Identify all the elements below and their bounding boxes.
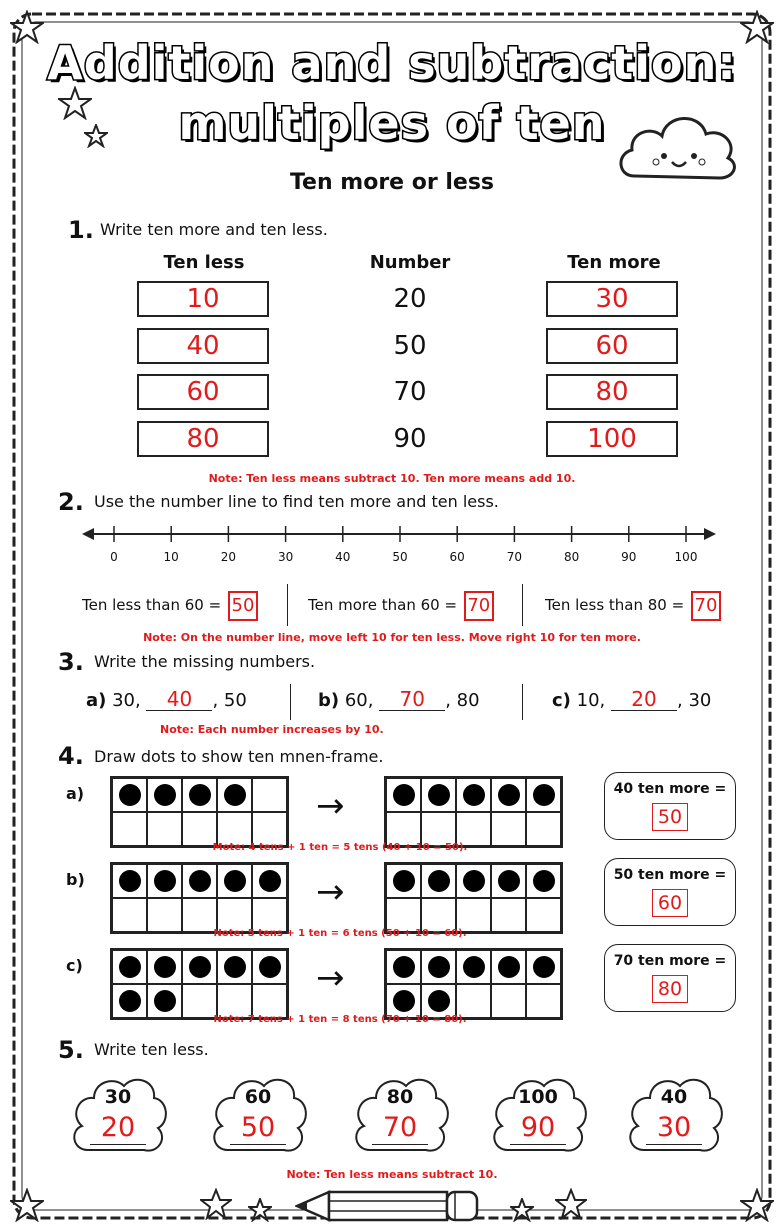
counter-dot xyxy=(463,870,485,892)
ten-frame-cell[interactable] xyxy=(182,950,217,984)
question-2-text: Use the number line to find ten more and ten less. xyxy=(94,492,499,511)
counter-dot xyxy=(533,784,555,806)
question-5-number: 5. xyxy=(58,1036,84,1064)
ten-frame-cell[interactable] xyxy=(491,812,526,846)
counter-dot xyxy=(498,956,520,978)
ten-frame-cell[interactable] xyxy=(217,812,252,846)
ten-frame-cell[interactable] xyxy=(182,898,217,932)
q3-letter: a) xyxy=(86,690,107,711)
ten-less-answer[interactable]: 40 xyxy=(137,328,269,364)
number-line-label: 90 xyxy=(621,550,637,564)
q3-last: , 50 xyxy=(212,690,247,711)
answer-line xyxy=(510,1144,566,1145)
q5-cloud-item xyxy=(624,1072,724,1152)
counter-dot xyxy=(533,870,555,892)
arrow-right-icon: → xyxy=(316,872,345,912)
ten-frame-cell[interactable] xyxy=(112,898,147,932)
q4-row-letter: a) xyxy=(66,784,85,803)
ten-frame-cell[interactable] xyxy=(491,984,526,1018)
ten-frame-cell[interactable] xyxy=(147,898,182,932)
ten-frame-cell[interactable] xyxy=(147,950,182,984)
counter-dot xyxy=(393,784,415,806)
divider xyxy=(522,584,523,626)
ten-frame-before[interactable] xyxy=(110,948,289,1020)
ten-frame-after[interactable] xyxy=(384,948,563,1020)
ten-frame-cell[interactable] xyxy=(182,864,217,898)
q4-row-letter: b) xyxy=(66,870,85,889)
q5-answer[interactable]: 90 xyxy=(520,1112,556,1143)
question-3-text: Write the missing numbers. xyxy=(94,652,316,671)
star-icon xyxy=(200,1188,232,1220)
q5-cloud-item xyxy=(488,1072,588,1152)
counter-dot xyxy=(393,990,415,1012)
header-ten-less: Ten less xyxy=(163,252,245,273)
ten-frame-cell[interactable] xyxy=(217,898,252,932)
counter-dot xyxy=(119,870,141,892)
counter-dot xyxy=(463,956,485,978)
q3-answer-blank[interactable]: 40 xyxy=(146,688,212,711)
ten-frame-cell[interactable] xyxy=(217,778,252,812)
q5-number: 80 xyxy=(386,1086,414,1108)
ten-frame-cell[interactable] xyxy=(526,812,561,846)
ten-frame-cell[interactable] xyxy=(421,950,456,984)
q5-answer[interactable]: 70 xyxy=(382,1112,418,1143)
q4-row-letter: c) xyxy=(66,956,83,975)
ten-frame-cell[interactable] xyxy=(456,984,491,1018)
number-line-label: 100 xyxy=(674,550,698,564)
ten-frame-cell[interactable] xyxy=(421,984,456,1018)
q3-letter: c) xyxy=(552,690,571,711)
q5-answer[interactable]: 50 xyxy=(240,1112,276,1143)
ten-frame-cell[interactable] xyxy=(252,950,287,984)
number-line-label: 20 xyxy=(220,550,237,564)
arrow-right-icon: → xyxy=(316,958,345,998)
ten-frame-cell[interactable] xyxy=(386,778,421,812)
ten-frame-cell[interactable] xyxy=(252,984,287,1018)
ten-less-answer[interactable]: 10 xyxy=(137,281,269,317)
q2-answer-box[interactable]: 70 xyxy=(464,591,494,621)
ten-frame-after[interactable] xyxy=(384,776,563,848)
number-line-label: 80 xyxy=(563,550,580,564)
divider xyxy=(522,684,523,720)
title-line-2: multiples of ten xyxy=(178,96,606,150)
ten-frame-cell[interactable] xyxy=(112,778,147,812)
q3-first: 30, xyxy=(112,690,141,711)
ten-frame-cell[interactable] xyxy=(526,864,561,898)
ten-frame-cell[interactable] xyxy=(217,864,252,898)
number-value: 50 xyxy=(393,331,427,361)
q2-item-2 xyxy=(308,590,494,621)
counter-dot xyxy=(259,956,281,978)
counter-dot xyxy=(498,784,520,806)
number-value: 20 xyxy=(393,284,427,314)
ten-frame-cell[interactable] xyxy=(526,898,561,932)
counter-dot xyxy=(498,870,520,892)
ten-frame-cell[interactable] xyxy=(147,812,182,846)
ten-frame-cell[interactable] xyxy=(386,950,421,984)
ten-frame-cell[interactable] xyxy=(456,898,491,932)
result-label: 70 ten more = xyxy=(613,953,727,969)
question-1-number: 1. xyxy=(68,216,94,244)
ten-more-answer[interactable]: 60 xyxy=(546,328,678,364)
ten-frame-cell[interactable] xyxy=(112,950,147,984)
ten-frame-cell[interactable] xyxy=(112,812,147,846)
question-3-number: 3. xyxy=(58,648,84,676)
ten-frame-cell[interactable] xyxy=(386,812,421,846)
result-box xyxy=(604,858,736,926)
ten-frame-cell[interactable] xyxy=(456,864,491,898)
counter-dot xyxy=(463,784,485,806)
q5-cloud-item xyxy=(350,1072,450,1152)
ten-more-answer[interactable]: 80 xyxy=(546,374,678,410)
counter-dot xyxy=(428,956,450,978)
counter-dot xyxy=(428,870,450,892)
q3-last: , 30 xyxy=(677,690,712,711)
answer-line xyxy=(230,1144,286,1145)
result-box xyxy=(604,772,736,840)
q4-row-note: Mote: 4 tens + 1 ten = 5 tens (40 + 10 = 50). xyxy=(212,842,468,853)
star-icon xyxy=(555,1188,587,1220)
star-icon xyxy=(248,1198,272,1222)
number-line-label: 30 xyxy=(277,550,294,564)
counter-dot xyxy=(393,956,415,978)
question-4-number: 4. xyxy=(58,742,84,770)
q3-item-a xyxy=(86,688,247,711)
q5-number: 30 xyxy=(104,1086,132,1108)
ten-frame-cell[interactable] xyxy=(491,778,526,812)
number-line-label: 10 xyxy=(163,550,179,564)
ten-more-answer[interactable]: 30 xyxy=(546,281,678,317)
counter-dot xyxy=(154,956,176,978)
q4-row-note: Note: 7 tens + 1 ten = 8 tens (70 + 10 = 80). xyxy=(213,1014,467,1025)
header-number: Number xyxy=(369,252,451,273)
arrow-right-icon: → xyxy=(316,786,345,826)
q3-first: 10, xyxy=(576,690,606,711)
ten-frame-cell[interactable] xyxy=(526,778,561,812)
q3-first: 60, xyxy=(344,690,374,711)
q3-answer-blank[interactable]: 70 xyxy=(379,688,445,711)
ten-frame-cell[interactable] xyxy=(182,984,217,1018)
q5-number: 60 xyxy=(244,1086,272,1108)
star-icon xyxy=(10,1188,44,1222)
q5-cloud-item xyxy=(68,1072,168,1152)
q5-number: 100 xyxy=(518,1086,558,1108)
counter-dot xyxy=(154,870,176,892)
counter-dot xyxy=(224,956,246,978)
counter-dot xyxy=(533,956,555,978)
q3-answer-blank[interactable]: 20 xyxy=(611,688,677,711)
ten-frame-cell[interactable] xyxy=(147,864,182,898)
counter-dot xyxy=(393,870,415,892)
header-ten-more: Ten more xyxy=(567,252,661,273)
result-box xyxy=(604,944,736,1012)
ten-less-answer[interactable]: 80 xyxy=(137,421,269,457)
result-answer[interactable]: 50 xyxy=(652,803,688,831)
counter-dot xyxy=(259,870,281,892)
ten-less-answer[interactable]: 60 xyxy=(137,374,269,410)
ten-frame-cell[interactable] xyxy=(386,984,421,1018)
ten-frame-cell[interactable] xyxy=(491,864,526,898)
q2-item-1 xyxy=(82,590,258,621)
ten-frame-cell[interactable] xyxy=(456,778,491,812)
ten-frame-cell[interactable] xyxy=(147,778,182,812)
answer-line xyxy=(372,1144,428,1145)
q5-answer[interactable]: 30 xyxy=(656,1112,692,1143)
counter-dot xyxy=(224,870,246,892)
q4-row-note: Note: 5 tens + 1 ten = 6 tens (50 + 10 = 60). xyxy=(213,928,467,939)
ten-frame-cell[interactable] xyxy=(386,898,421,932)
divider xyxy=(290,684,291,720)
q5-answer[interactable]: 20 xyxy=(100,1112,136,1143)
ten-frame-cell[interactable] xyxy=(217,984,252,1018)
question-4-text: Draw dots to show ten mnen-frame. xyxy=(94,747,384,766)
number-value: 90 xyxy=(393,424,427,454)
ten-frame-cell[interactable] xyxy=(456,950,491,984)
star-icon xyxy=(740,1188,774,1222)
q3-item-c xyxy=(552,688,711,711)
counter-dot xyxy=(119,956,141,978)
counter-dot xyxy=(428,784,450,806)
question-2-number: 2. xyxy=(58,488,84,516)
ten-frame-cell[interactable] xyxy=(252,812,287,846)
result-answer[interactable]: 60 xyxy=(652,889,688,917)
q2-item-label: Ten less than 60 = xyxy=(82,596,222,614)
result-answer[interactable]: 80 xyxy=(652,975,688,1003)
ten-frame-cell[interactable] xyxy=(491,898,526,932)
counter-dot xyxy=(154,990,176,1012)
ten-frame-cell[interactable] xyxy=(386,864,421,898)
ten-frame-cell[interactable] xyxy=(252,778,287,812)
q3-item-b xyxy=(318,688,480,711)
number-value: 70 xyxy=(393,377,427,407)
ten-more-answer[interactable]: 100 xyxy=(546,421,678,457)
question-1-text: Write ten more and ten less. xyxy=(100,220,328,239)
counter-dot xyxy=(189,870,211,892)
ten-frame-cell[interactable] xyxy=(456,812,491,846)
q1-note: Note: Ten less means subtract 10. Ten more means add 10. xyxy=(208,472,576,485)
page-subtitle: Ten more or less xyxy=(289,170,495,195)
ten-frame-before[interactable] xyxy=(110,776,289,848)
ten-frame-cell[interactable] xyxy=(421,812,456,846)
result-label: 40 ten more = xyxy=(613,781,727,797)
ten-frame-cell[interactable] xyxy=(421,778,456,812)
q3-note: Note: Each number increases by 10. xyxy=(160,723,384,736)
q2-item-label: Ten less than 80 = xyxy=(545,596,685,614)
counter-dot xyxy=(119,784,141,806)
counter-dot xyxy=(189,784,211,806)
ten-frame-before[interactable] xyxy=(110,862,289,934)
counter-dot xyxy=(119,990,141,1012)
number-line-label: 50 xyxy=(392,550,408,564)
ten-frame-cell[interactable] xyxy=(421,898,456,932)
ten-frame-cell[interactable] xyxy=(112,984,147,1018)
counter-dot xyxy=(224,784,246,806)
number-line-label: 60 xyxy=(449,550,465,564)
q2-answer-box[interactable]: 70 xyxy=(691,591,721,621)
ten-frame-cell[interactable] xyxy=(421,864,456,898)
ten-frame-cell[interactable] xyxy=(147,984,182,1018)
ten-frame-cell[interactable] xyxy=(217,950,252,984)
result-label: 50 ten more = xyxy=(613,867,727,883)
q2-answer-box[interactable]: 50 xyxy=(228,591,258,621)
ten-frame-after[interactable] xyxy=(384,862,563,934)
answer-line xyxy=(646,1144,702,1145)
divider xyxy=(287,584,288,626)
ten-frame-cell[interactable] xyxy=(252,864,287,898)
q2-item-3 xyxy=(545,590,721,621)
ten-frame-cell[interactable] xyxy=(526,984,561,1018)
counter-dot xyxy=(428,990,450,1012)
ten-frame-cell[interactable] xyxy=(182,812,217,846)
answer-line xyxy=(90,1144,146,1145)
pencil-icon xyxy=(295,1186,485,1226)
q5-number: 40 xyxy=(660,1086,688,1108)
ten-frame-cell[interactable] xyxy=(112,864,147,898)
number-line-label: 0 xyxy=(110,550,118,564)
q3-last: , 80 xyxy=(445,690,480,711)
ten-frame-cell[interactable] xyxy=(491,950,526,984)
q5-cloud-item xyxy=(208,1072,308,1152)
title-line-1: Addition and subtraction: xyxy=(47,36,737,90)
number-line-label: 40 xyxy=(335,550,351,564)
q5-note: Note: Ten less means subtract 10. xyxy=(286,1168,498,1181)
star-icon xyxy=(510,1198,534,1222)
ten-frame-cell[interactable] xyxy=(252,898,287,932)
number-line-label: 70 xyxy=(506,550,523,564)
question-5-text: Write ten less. xyxy=(94,1040,209,1059)
number-line xyxy=(80,520,720,550)
q2-item-label: Ten more than 60 = xyxy=(308,596,458,614)
q2-note: Note: On the number line, move left 10 for ten less. Move right 10 for ten more. xyxy=(143,631,641,644)
ten-frame-cell[interactable] xyxy=(182,778,217,812)
counter-dot xyxy=(154,784,176,806)
counter-dot xyxy=(189,956,211,978)
q3-letter: b) xyxy=(318,690,340,711)
ten-frame-cell[interactable] xyxy=(526,950,561,984)
